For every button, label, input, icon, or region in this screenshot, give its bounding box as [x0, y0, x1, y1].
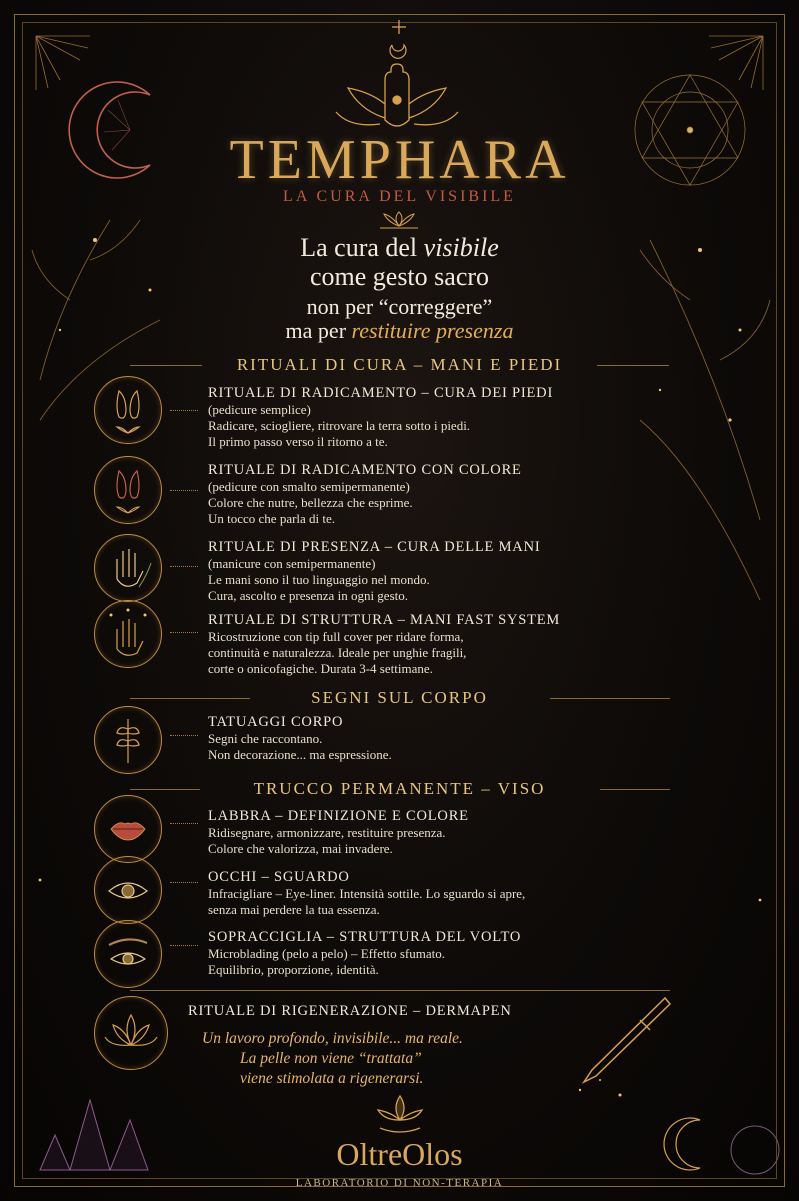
service-description: senza mai perdere la tua essenza.	[208, 902, 380, 917]
service-description: Un tocco che parla di te.	[208, 511, 336, 526]
dotted-leader	[170, 735, 198, 736]
service-title: RITUALE DI RADICAMENTO CON COLORE	[208, 462, 522, 478]
dermapen-icon	[570, 990, 680, 1090]
service-title: OCCHI – SGUARDO	[208, 869, 350, 885]
lotus-icon	[94, 996, 168, 1070]
tagline-line-3: non per “correggere”	[306, 294, 493, 319]
section-title-hands-feet: RITUALI DI CURA – MANI E PIEDI	[236, 355, 563, 374]
logo-name: OltreOlos	[336, 1136, 463, 1172]
service-description: Segni che raccontano.	[208, 731, 323, 746]
service-description: Il primo passo verso il ritorno a te.	[208, 434, 388, 449]
dotted-leader	[170, 632, 198, 633]
service-item-hands	[208, 539, 540, 604]
service-description: Non decorazione... ma espressione.	[208, 747, 392, 762]
service-note: (manicure con semipermanente)	[208, 556, 376, 571]
brand-title: TEMPHARA	[229, 129, 570, 191]
dermapen-line-2: La pelle non viene “trattata”	[240, 1050, 422, 1067]
service-description: Le mani sono il tuo linguaggio nel mondo.	[208, 572, 430, 587]
service-description: Radicare, sciogliere, ritrovare la terra sotto i piedi.	[208, 418, 471, 433]
dotted-leader	[170, 410, 198, 411]
service-description: continuità e naturalezza. Ideale per unghie fragili,	[208, 645, 467, 660]
service-item-tattoo	[208, 714, 392, 763]
service-item-eyebrows	[208, 929, 521, 978]
service-description: corte o onicofagiche. Durata 3-4 settimane.	[208, 661, 433, 676]
tagline-emphasis: restituire presenza	[351, 318, 514, 343]
service-description: Ridisegnare, armonizzare, restituire presenza.	[208, 825, 446, 840]
eyebrow-eye-icon	[94, 920, 162, 988]
small-lotus-icon	[380, 212, 418, 228]
dotted-leader	[170, 490, 198, 491]
service-title: RITUALE DI STRUTTURA – MANI FAST SYSTEM	[208, 612, 561, 628]
dotted-leader	[170, 823, 198, 824]
service-note: (pedicure semplice)	[208, 402, 311, 417]
leaf-icon	[94, 706, 162, 774]
service-item-lips	[208, 808, 469, 857]
service-description: Cura, ascolto e presenza in ogni gesto.	[208, 588, 408, 603]
tagline-line-2: come gesto sacro	[309, 262, 490, 291]
service-description: Ricostruzione con tip full cover per ridare forma,	[208, 629, 464, 644]
service-description: Colore che valorizza, mai invadere.	[208, 841, 393, 856]
tagline-text: La cura del	[300, 233, 424, 262]
flame-logo-icon	[370, 1090, 430, 1140]
hand-icon	[94, 534, 162, 602]
section-title-face: TRUCCO PERMANENTE – VISO	[253, 779, 546, 798]
dotted-leader	[170, 882, 198, 883]
dotted-leader	[170, 945, 198, 946]
tagline-text: ma per	[285, 318, 352, 343]
service-item-feet-color	[208, 462, 522, 527]
dermapen-line-1: Un lavoro profondo, invisibile... ma reale.	[202, 1030, 463, 1047]
service-description: Colore che nutre, bellezza che esprime.	[208, 495, 413, 510]
service-title: RITUALE DI PRESENZA – CURA DELLE MANI	[208, 539, 541, 555]
top-left-sunburst-icon	[36, 36, 90, 90]
eye-icon	[94, 856, 162, 924]
service-title: LABBRA – DEFINIZIONE E COLORE	[208, 808, 469, 824]
logo-subtitle: LABORATORIO DI NON-TERAPIA	[295, 1177, 504, 1189]
tagline-line-4	[0, 318, 799, 344]
dermapen-line-3: viene stimolata a rigenerarsi.	[240, 1070, 424, 1087]
service-note: (pedicure con smalto semipermanente)	[208, 479, 410, 494]
service-item-feet	[208, 385, 553, 450]
hand-sparkle-icon	[94, 600, 162, 668]
tagline-emphasis: visibile	[423, 233, 499, 262]
feet-color-icon	[94, 456, 162, 524]
section-title-body: SEGNI SUL CORPO	[311, 688, 488, 707]
service-title: SOPRACCIGLIA – STRUTTURA DEL VOLTO	[208, 929, 522, 945]
dotted-leader	[170, 566, 198, 567]
service-title: TATUAGGI CORPO	[208, 714, 344, 730]
lips-icon	[94, 795, 162, 863]
service-description: Equilibrio, proporzione, identità.	[208, 962, 379, 977]
service-description: Infracigliare – Eye-liner. Intensità sottile. Lo sguardo si apre,	[208, 886, 526, 901]
service-item-eyes	[208, 869, 525, 918]
dermapen-title: RITUALE DI RIGENERAZIONE – DERMAPEN	[188, 1003, 512, 1019]
feet-icon	[94, 376, 162, 444]
tagline-line-1	[0, 233, 799, 263]
service-description: Microblading (pelo a pelo) – Effetto sfumato.	[208, 946, 445, 961]
service-item-fast-system	[208, 612, 560, 677]
service-title: RITUALE DI RADICAMENTO – CURA DEI PIEDI	[208, 385, 554, 401]
brand-subtitle: LA CURA DEL VISIBILE	[283, 188, 516, 205]
hand-lotus-icon	[336, 20, 458, 126]
